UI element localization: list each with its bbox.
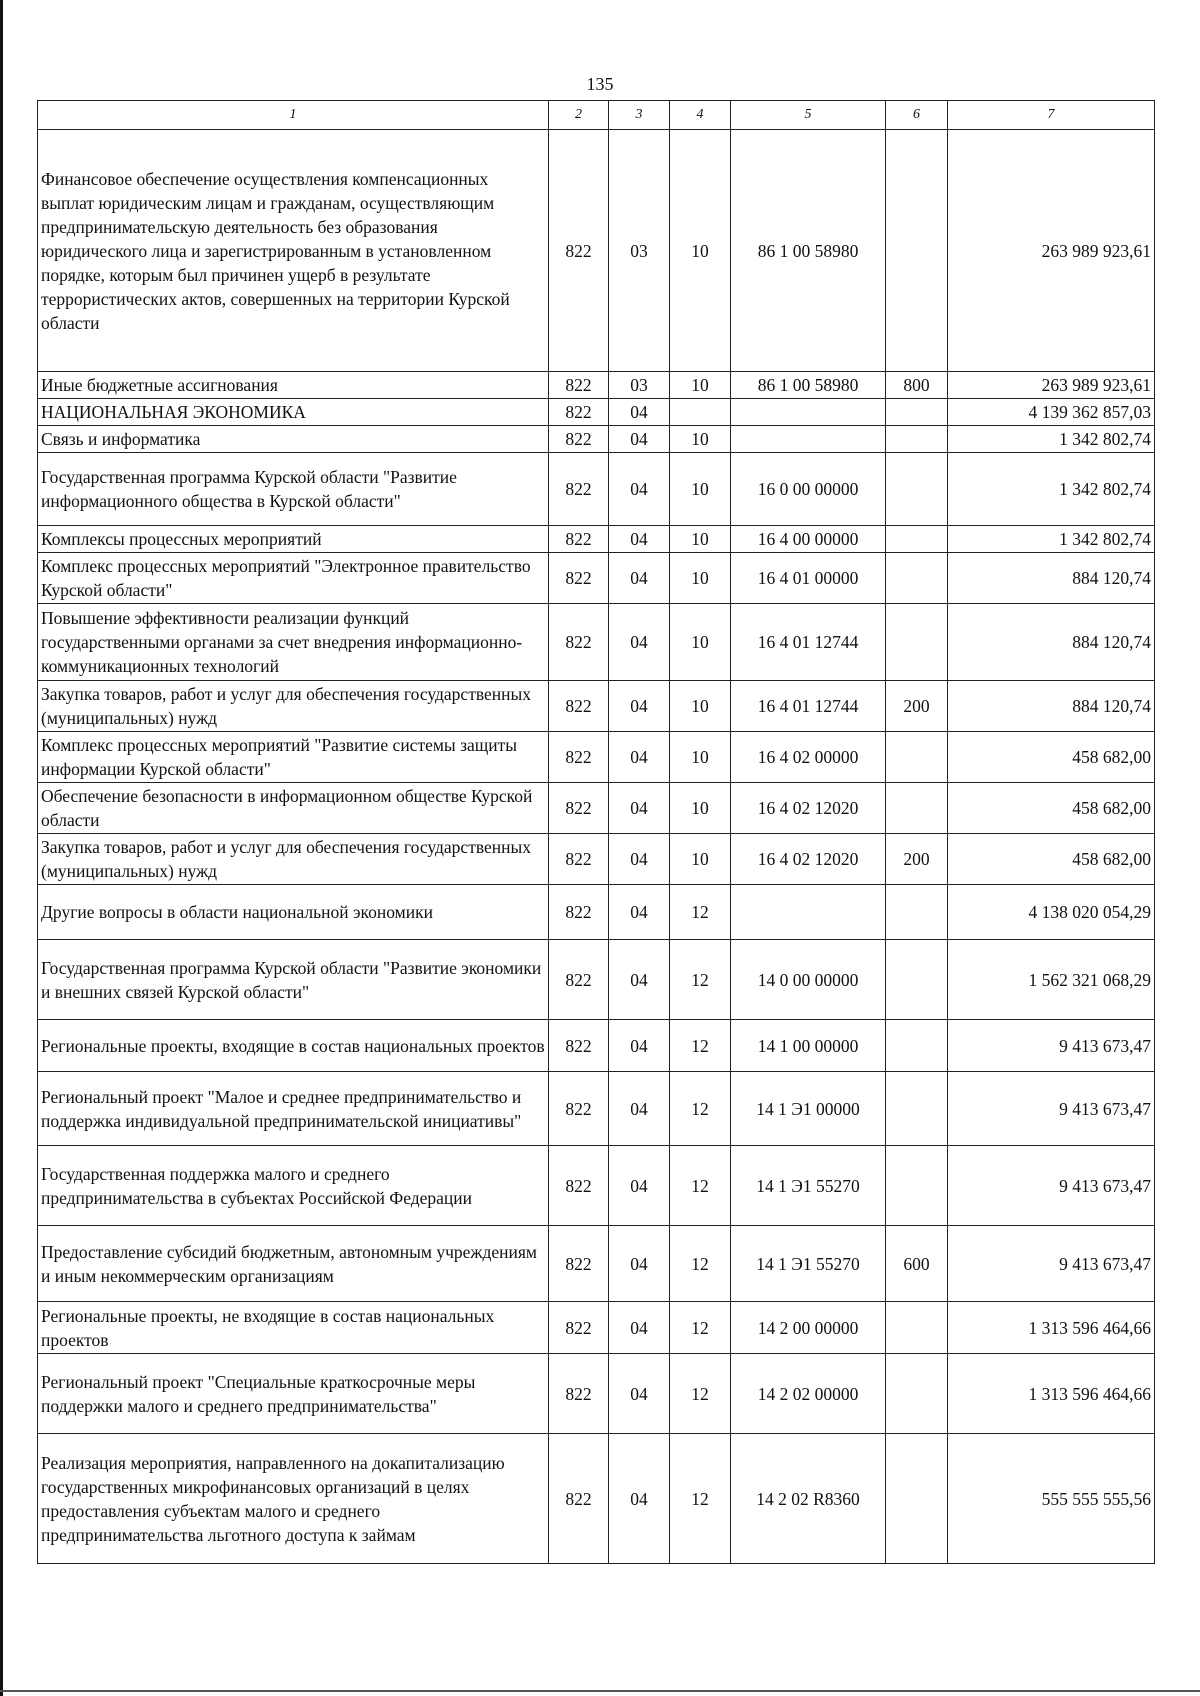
- row-amount: 263 989 923,61: [948, 372, 1155, 399]
- table-row: [38, 372, 1155, 399]
- row-code-4: 10: [670, 453, 731, 526]
- row-amount: 884 120,74: [948, 681, 1155, 732]
- row-code-5: 16 4 02 12020: [731, 783, 886, 834]
- row-code-2: 822: [549, 1434, 609, 1564]
- row-amount: 9 413 673,47: [948, 1072, 1155, 1146]
- row-code-4: 12: [670, 1302, 731, 1354]
- row-code-6: [886, 526, 948, 553]
- row-code-4: [670, 399, 731, 426]
- table-row: [38, 526, 1155, 553]
- row-amount: 458 682,00: [948, 732, 1155, 783]
- row-code-2: 822: [549, 1354, 609, 1434]
- row-code-2: 822: [549, 1146, 609, 1226]
- row-code-3: 04: [609, 553, 670, 604]
- row-code-6: [886, 732, 948, 783]
- table-row: [38, 453, 1155, 526]
- row-code-3: 04: [609, 783, 670, 834]
- row-code-5: 16 4 01 00000: [731, 553, 886, 604]
- row-code-3: 04: [609, 453, 670, 526]
- row-code-3: 04: [609, 1226, 670, 1302]
- row-name: Региональные проекты, не входящие в состав национальных проектов: [38, 1302, 549, 1354]
- row-name: Связь и информатика: [38, 426, 549, 453]
- row-code-5: 86 1 00 58980: [731, 372, 886, 399]
- header-cell: 7: [948, 101, 1155, 130]
- table-row: [38, 426, 1155, 453]
- row-amount: 263 989 923,61: [948, 130, 1155, 372]
- row-code-2: 822: [549, 453, 609, 526]
- row-name: Обеспечение безопасности в информационном обществе Курской области: [38, 783, 549, 834]
- row-name: Повышение эффективности реализации функций государственными органами за счет внедрения информационно-коммуникационных технологий: [38, 604, 549, 681]
- row-code-3: 04: [609, 426, 670, 453]
- scan-edge-bar: [0, 0, 3, 1696]
- scan-bottom-edge: [0, 1690, 1200, 1692]
- row-code-5: 14 2 00 00000: [731, 1302, 886, 1354]
- row-amount: 1 342 802,74: [948, 426, 1155, 453]
- row-amount: 9 413 673,47: [948, 1226, 1155, 1302]
- row-code-6: [886, 1434, 948, 1564]
- row-code-4: 12: [670, 1434, 731, 1564]
- row-code-4: 10: [670, 426, 731, 453]
- row-code-5: [731, 399, 886, 426]
- row-code-6: 600: [886, 1226, 948, 1302]
- row-code-6: 200: [886, 834, 948, 885]
- row-code-5: 14 1 Э1 00000: [731, 1072, 886, 1146]
- table-row: [38, 604, 1155, 681]
- row-code-4: 10: [670, 604, 731, 681]
- row-code-2: 822: [549, 372, 609, 399]
- row-code-3: 03: [609, 130, 670, 372]
- row-name: Комплексы процессных мероприятий: [38, 526, 549, 553]
- row-code-5: 14 0 00 00000: [731, 940, 886, 1020]
- row-code-5: 16 4 02 00000: [731, 732, 886, 783]
- row-code-5: 16 4 01 12744: [731, 604, 886, 681]
- row-amount: 458 682,00: [948, 783, 1155, 834]
- budget-table: [37, 100, 1155, 1564]
- row-code-6: [886, 1146, 948, 1226]
- table-row: [38, 399, 1155, 426]
- row-name: Реализация мероприятия, направленного на докапитализацию государственных микрофинансовых организаций в целях предоставления субъектам малого и среднего предпринимательства льготного доступа к займам: [38, 1434, 549, 1564]
- row-code-4: 10: [670, 526, 731, 553]
- table-row: [38, 783, 1155, 834]
- row-name: Региональные проекты, входящие в состав национальных проектов: [38, 1020, 549, 1072]
- row-amount: 1 342 802,74: [948, 526, 1155, 553]
- row-code-3: 04: [609, 681, 670, 732]
- row-code-4: 12: [670, 1354, 731, 1434]
- row-amount: 9 413 673,47: [948, 1146, 1155, 1226]
- row-code-5: 16 4 00 00000: [731, 526, 886, 553]
- row-amount: 4 138 020 054,29: [948, 885, 1155, 940]
- row-code-6: [886, 604, 948, 681]
- header-row: [38, 101, 1155, 130]
- table-row: [38, 732, 1155, 783]
- row-amount: 1 313 596 464,66: [948, 1354, 1155, 1434]
- row-code-5: 14 1 Э1 55270: [731, 1146, 886, 1226]
- row-code-3: 04: [609, 834, 670, 885]
- row-code-2: 822: [549, 783, 609, 834]
- row-code-4: 12: [670, 885, 731, 940]
- header-cell: 6: [886, 101, 948, 130]
- header-cell: 4: [670, 101, 731, 130]
- row-amount: 1 562 321 068,29: [948, 940, 1155, 1020]
- row-code-2: 822: [549, 940, 609, 1020]
- row-name: Комплекс процессных мероприятий "Электронное правительство Курской области": [38, 553, 549, 604]
- row-amount: 884 120,74: [948, 553, 1155, 604]
- table-row: [38, 940, 1155, 1020]
- row-code-6: 200: [886, 681, 948, 732]
- row-code-4: 12: [670, 1226, 731, 1302]
- header-cell: 2: [549, 101, 609, 130]
- table-row: [38, 1146, 1155, 1226]
- row-code-6: [886, 940, 948, 1020]
- table-row: [38, 130, 1155, 372]
- row-code-4: 10: [670, 130, 731, 372]
- row-amount: 1 342 802,74: [948, 453, 1155, 526]
- row-code-4: 10: [670, 372, 731, 399]
- row-code-5: 14 1 Э1 55270: [731, 1226, 886, 1302]
- row-code-4: 10: [670, 553, 731, 604]
- row-code-4: 10: [670, 681, 731, 732]
- row-code-5: 14 2 02 00000: [731, 1354, 886, 1434]
- row-code-2: 822: [549, 1072, 609, 1146]
- row-amount: 1 313 596 464,66: [948, 1302, 1155, 1354]
- header-cell: 3: [609, 101, 670, 130]
- row-code-6: [886, 553, 948, 604]
- row-code-4: 12: [670, 940, 731, 1020]
- row-code-6: [886, 1072, 948, 1146]
- table-row: [38, 681, 1155, 732]
- row-name: Государственная программа Курской области "Развитие информационного общества в Курской области": [38, 453, 549, 526]
- row-code-6: [886, 1020, 948, 1072]
- row-name: Иные бюджетные ассигнования: [38, 372, 549, 399]
- row-code-6: [886, 1354, 948, 1434]
- page-number: 135: [586, 74, 614, 94]
- row-code-3: 04: [609, 1146, 670, 1226]
- row-code-2: 822: [549, 1020, 609, 1072]
- row-code-6: [886, 453, 948, 526]
- row-name: Комплекс процессных мероприятий "Развитие системы защиты информации Курской области": [38, 732, 549, 783]
- row-name: Государственная программа Курской области "Развитие экономики и внешних связей Курской области": [38, 940, 549, 1020]
- row-code-5: 14 1 00 00000: [731, 1020, 886, 1072]
- row-code-3: 04: [609, 1434, 670, 1564]
- row-code-3: 04: [609, 604, 670, 681]
- table-row: [38, 1020, 1155, 1072]
- row-code-2: 822: [549, 399, 609, 426]
- row-code-6: [886, 426, 948, 453]
- table-row: [38, 834, 1155, 885]
- row-code-5: 16 0 00 00000: [731, 453, 886, 526]
- row-code-2: 822: [549, 1226, 609, 1302]
- header-cell: 1: [38, 101, 549, 130]
- row-code-4: 10: [670, 834, 731, 885]
- row-code-5: 16 4 01 12744: [731, 681, 886, 732]
- row-code-4: 10: [670, 783, 731, 834]
- row-code-5: 14 2 02 R8360: [731, 1434, 886, 1564]
- row-code-2: 822: [549, 526, 609, 553]
- row-code-4: 12: [670, 1072, 731, 1146]
- row-code-5: 86 1 00 58980: [731, 130, 886, 372]
- row-name: Региональный проект "Малое и среднее предпринимательство и поддержка индивидуальной предпринимательской инициативы": [38, 1072, 549, 1146]
- row-code-6: [886, 130, 948, 372]
- table-row: [38, 885, 1155, 940]
- row-amount: 458 682,00: [948, 834, 1155, 885]
- table-row: [38, 553, 1155, 604]
- row-code-2: 822: [549, 553, 609, 604]
- row-code-3: 04: [609, 1354, 670, 1434]
- table-row: [38, 1072, 1155, 1146]
- row-name: Государственная поддержка малого и среднего предпринимательства в субъектах Российской Федерации: [38, 1146, 549, 1226]
- row-code-2: 822: [549, 885, 609, 940]
- row-name: Региональный проект "Специальные краткосрочные меры поддержки малого и среднего предпринимательства": [38, 1354, 549, 1434]
- row-code-3: 03: [609, 372, 670, 399]
- row-code-3: 04: [609, 1302, 670, 1354]
- row-code-2: 822: [549, 130, 609, 372]
- row-name: Закупка товаров, работ и услуг для обеспечения государственных (муниципальных) нужд: [38, 834, 549, 885]
- row-code-2: 822: [549, 834, 609, 885]
- row-code-3: 04: [609, 940, 670, 1020]
- row-code-3: 04: [609, 399, 670, 426]
- row-code-3: 04: [609, 1072, 670, 1146]
- row-amount: 9 413 673,47: [948, 1020, 1155, 1072]
- row-code-4: 12: [670, 1020, 731, 1072]
- row-name: НАЦИОНАЛЬНАЯ ЭКОНОМИКА: [38, 399, 549, 426]
- row-code-2: 822: [549, 604, 609, 681]
- row-code-2: 822: [549, 426, 609, 453]
- row-code-4: 10: [670, 732, 731, 783]
- row-code-3: 04: [609, 885, 670, 940]
- row-name: Закупка товаров, работ и услуг для обеспечения государственных (муниципальных) нужд: [38, 681, 549, 732]
- row-code-2: 822: [549, 732, 609, 783]
- row-code-6: 800: [886, 372, 948, 399]
- row-code-2: 822: [549, 681, 609, 732]
- row-name: Финансовое обеспечение осуществления компенсационных выплат юридическим лицам и гражданам, осуществляющим предпринимательскую деятельность без образования юридического лица и зарегистрированным в установленном порядке, которым был причинен ущерб в результате террористических актов, совершенных на территории Курской области: [38, 130, 549, 372]
- row-code-3: 04: [609, 732, 670, 783]
- table-row: [38, 1302, 1155, 1354]
- row-amount: 884 120,74: [948, 604, 1155, 681]
- row-code-3: 04: [609, 526, 670, 553]
- row-name: Другие вопросы в области национальной экономики: [38, 885, 549, 940]
- row-code-6: [886, 1302, 948, 1354]
- row-code-2: 822: [549, 1302, 609, 1354]
- row-name: Предоставление субсидий бюджетным, автономным учреждениям и иным некоммерческим организациям: [38, 1226, 549, 1302]
- row-code-6: [886, 399, 948, 426]
- row-code-6: [886, 885, 948, 940]
- row-code-4: 12: [670, 1146, 731, 1226]
- row-amount: 4 139 362 857,03: [948, 399, 1155, 426]
- row-code-6: [886, 783, 948, 834]
- table-row: [38, 1226, 1155, 1302]
- row-code-5: [731, 426, 886, 453]
- row-code-5: [731, 885, 886, 940]
- table-row: [38, 1434, 1155, 1564]
- table-row: [38, 1354, 1155, 1434]
- row-code-5: 16 4 02 12020: [731, 834, 886, 885]
- row-code-3: 04: [609, 1020, 670, 1072]
- row-amount: 555 555 555,56: [948, 1434, 1155, 1564]
- header-cell: 5: [731, 101, 886, 130]
